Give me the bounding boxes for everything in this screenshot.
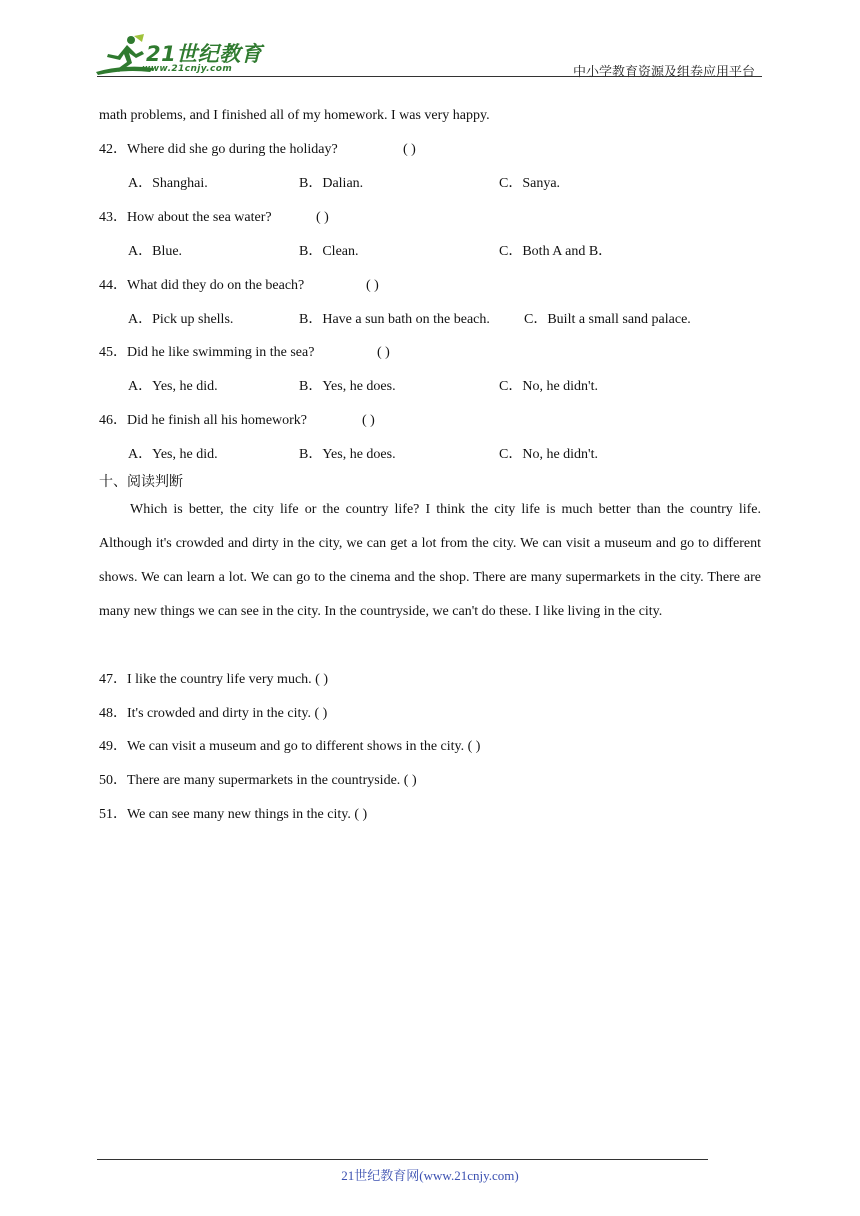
answer-blank: ( ) [316,210,329,225]
option-b: B．Have a sun bath on the beach. [299,312,490,327]
option-c: C．No, he didn't. [499,379,598,394]
reading-passage: Which is better, the city life or the country life? I think the city life is much better than the country life. Although it's crowded and dirty in the city, we can get a lot from the city. We can visit a museum and go to different shows. We can learn a lot. We can go to the cinema and the shop. There are many supermarkets in the city. There are many new things we can see in the city. In the countryside, we can't do these. I like living in the city. [99,502,761,619]
intro-tail: math problems, and I finished all of my homework. I was very happy. [99,108,490,123]
judgment-item: 48．It's crowded and dirty in the city. ( ) [99,706,328,721]
header-platform-text: 中小学教育资源及组卷应用平台 [572,64,755,79]
answer-blank: ( ) [403,142,416,157]
option-a: A．Pick up shells. [128,312,234,327]
page-header [0,0,860,80]
option-c: C．Both A and B． [499,244,613,259]
judgment-item: 50．There are many supermarkets in the countryside. ( ) [99,773,417,788]
answer-blank: ( ) [362,413,375,428]
option-b: B．Yes, he does. [299,379,396,394]
option-a: A．Yes, he did. [128,379,218,394]
option-a: A．Blue. [128,244,183,259]
footer-divider [97,1159,708,1160]
question-stem: 43．How about the sea water? [99,210,272,225]
logo-text: 21世纪教育 [146,42,263,66]
option-b: B．Yes, he does. [299,447,396,462]
option-c: C．Sanya. [499,176,561,191]
answer-blank: ( ) [366,278,379,293]
option-a: A．Yes, he did. [128,447,218,462]
question-stem: 46．Did he finish all his homework? [99,413,308,428]
answer-blank: ( ) [377,345,390,360]
option-c: C．No, he didn't. [499,447,598,462]
judgment-item: 47．I like the country life very much. ( ) [99,672,328,687]
judgment-item: 49．We can visit a museum and go to different shows in the city. ( ) [99,739,481,754]
footer-link[interactable]: 21世纪教育网(www.21cnjy.com) [341,1168,519,1183]
logo-url: www.21cnjy.com [142,64,233,74]
question-stem: 44．What did they do on the beach? [99,278,305,293]
option-a: A．Shanghai. [128,176,208,191]
header-divider [97,76,762,77]
option-b: B．Clean. [299,244,359,259]
judgment-item: 51．We can see many new things in the city. ( ) [99,807,368,822]
option-c: C．Built a small sand palace. [524,312,691,327]
question-stem: 45．Did he like swimming in the sea? [99,345,315,360]
question-stem: 42．Where did she go during the holiday? [99,142,338,157]
section-title: 十、阅读判断 [99,474,183,490]
option-b: B．Dalian. [299,176,364,191]
